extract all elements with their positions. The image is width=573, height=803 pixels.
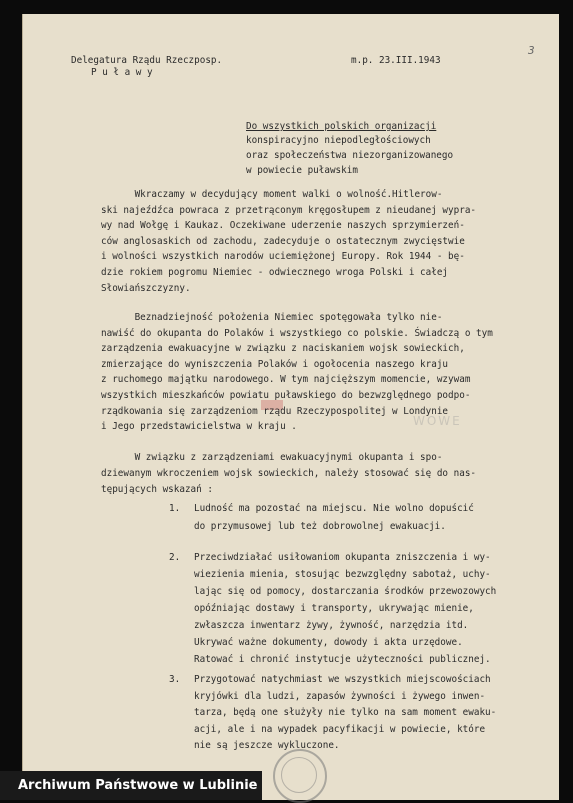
item-line: wiezienia mienia, stosując bezwzględny sabotaż, uchy-	[194, 569, 491, 580]
address-line-2: konspiracyjno niepodległościowych	[246, 135, 431, 146]
body-line: Słowiańszczyzny.	[101, 282, 191, 294]
org-line-2: P u ł a w y	[91, 67, 153, 78]
body-line: Beznadziejność położenia Niemiec spotęgowała tylko nie-	[101, 312, 443, 323]
item-line: lając się od pomocy, dostarczania środków przewozowych	[194, 586, 497, 597]
body-line: rządkowania się zarządzeniom rządu Rzeczypospolitej w Londynie	[101, 405, 449, 417]
org-line-1: Delegatura Rządu Rzeczposp.	[71, 55, 223, 66]
body-line: wszystkich mieszkańców powiatu puławskiego do bezwzględnego podpo-	[101, 390, 471, 401]
item-number: 2.	[169, 552, 181, 563]
item-line: Przeciwdziałać usiłowaniom okupanta zniszczenia i wy-	[194, 552, 491, 563]
body-line: ców anglosaskich od zachodu, zadecyduje o ostatecznym zwycięstwie	[101, 235, 465, 247]
body-line: i wolności wszystkich narodów uciemiężonej Europy. Rok 1944 - bę-	[101, 251, 465, 263]
item-line: tarza, będą one służyły nie tylko na sam moment ewaku-	[194, 707, 497, 719]
address-title: Do wszystkich polskich organizacji	[246, 121, 437, 132]
body-line: z ruchomego majątku narodowego. W tym najcięższym momencie, wzywam	[101, 374, 471, 386]
item-line: nie są jeszcze wykluczone.	[194, 740, 340, 752]
archive-label: Archiwum Państwowe w Lublinie	[0, 771, 262, 800]
body-line: tępujących wskazań :	[101, 483, 213, 495]
address-line-4: w powiecie puławskim	[246, 165, 358, 176]
item-line: zwłaszcza inwentarz żywy, żywność, narzędzia itd.	[194, 620, 469, 631]
body-line: zmierzające do wyniszczenia Polaków i ogołocenia naszego kraju	[101, 358, 449, 370]
document-sheet	[22, 14, 559, 800]
body-line: i Jego przedstawicielstwa w kraju .	[101, 421, 297, 433]
item-line: Ludność ma pozostać na miejscu. Nie wolno dopuścić	[194, 503, 474, 514]
watermark: WOWE	[413, 414, 462, 428]
body-line: ski najeźdźca powraca z przetrąconym kręgosłupem z nieudanej wypra-	[101, 204, 477, 216]
item-line: Ratować i chronić instytucje użyteczności publicznej.	[194, 654, 491, 665]
item-line: Przygotować natychmiast we wszystkich miejscowościach	[194, 674, 491, 685]
item-line: acji, ale i na wypadek pacyfikacji w powiecie, które	[194, 723, 486, 735]
corner-mark: 3	[528, 44, 535, 57]
body-line: zarządzenia ewakuacyjne w związku z naciskaniem wojsk sowieckich,	[101, 343, 465, 355]
archive-stamp	[273, 749, 327, 803]
item-number: 3.	[169, 674, 181, 685]
item-line: Ukrywać ważne dokumenty, dowody i akta urzędowe.	[194, 637, 463, 648]
body-line: dzie rokiem pogromu Niemiec - odwiecznego wroga Polski i całej	[101, 267, 449, 278]
body-line: W związku z zarządzeniami ewakuacyjnymi okupanta i spo-	[101, 452, 443, 463]
body-line: wy nad Wołgę i Kaukaz. Oczekiwane uderzenie naszych sprzymierzeń-	[101, 220, 465, 232]
body-line: nawiść do okupanta do Polaków i wszystkiego co polskie. Świadczą o tym	[101, 327, 493, 339]
item-number: 1.	[169, 503, 181, 514]
item-line: do przymusowej lub też dobrowolnej ewakuacji.	[194, 521, 446, 532]
body-line: Wkraczamy w decydujący moment walki o wolność.Hitlerow-	[101, 189, 443, 200]
item-line: kryjówki dla ludzi, zapasów żywności i żywego inwen-	[194, 690, 486, 702]
document-date: m.p. 23.III.1943	[351, 55, 441, 66]
item-line: opóźniając dostawy i transporty, ukrywając mienie,	[194, 603, 474, 614]
address-line-3: oraz społeczeństwa niezorganizowanego	[246, 150, 454, 161]
body-line: dziewanym wkroczeniem wojsk sowieckich, należy stosować się do nas-	[101, 467, 477, 479]
